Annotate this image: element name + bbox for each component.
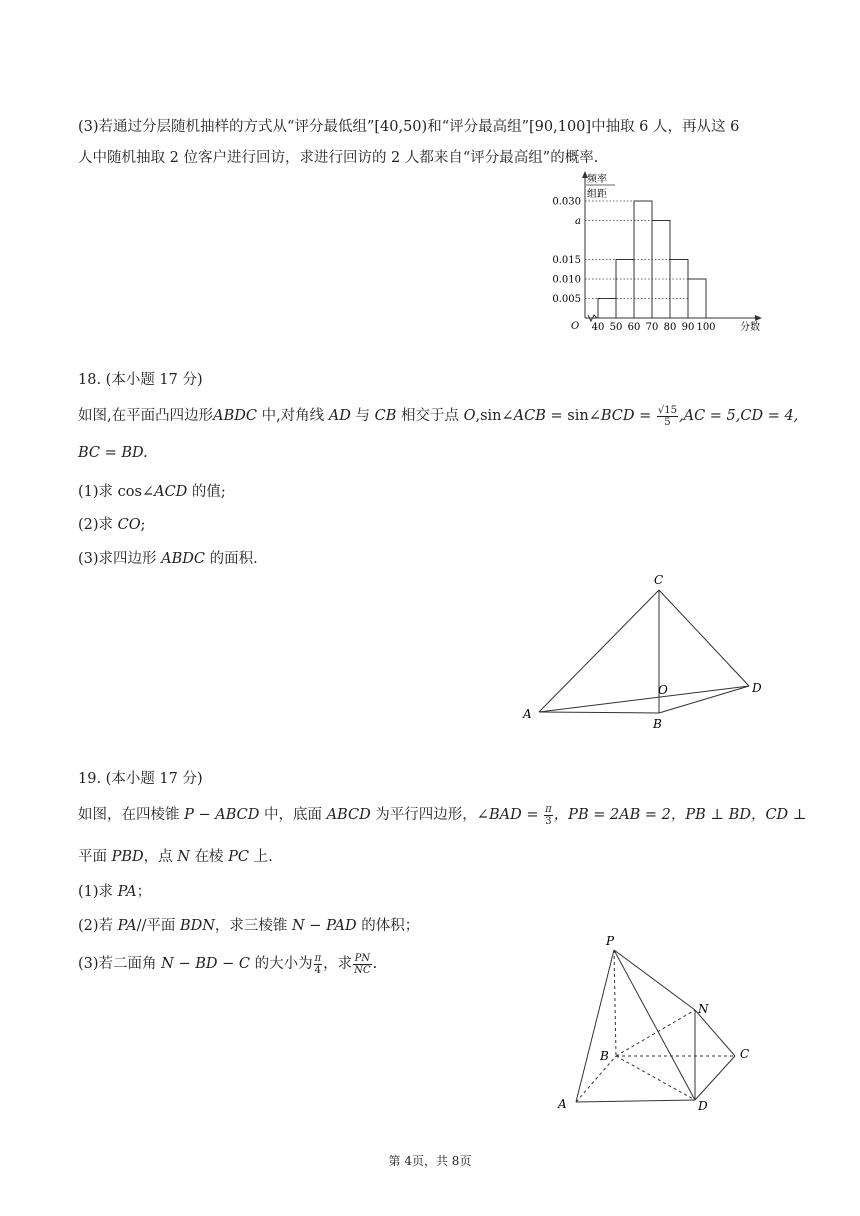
q19-p2-pre: (2)若 xyxy=(78,918,118,934)
q18-var-acb: ACB xyxy=(513,408,546,424)
q19-l1-c: 中，底面 xyxy=(259,807,327,823)
q19-p3-pre: (3)若二面角 xyxy=(78,956,162,972)
x-axis-arrow xyxy=(755,315,762,321)
edge-ad xyxy=(576,1100,695,1102)
label-a: A xyxy=(523,707,532,721)
q18-p1-post: 的值; xyxy=(187,484,226,500)
label-c: C xyxy=(654,573,664,587)
q19-l1-g: = xyxy=(521,807,544,823)
label-d: D xyxy=(752,681,762,695)
q18-var-abdc: ABDC xyxy=(213,408,257,424)
q18-frac-den: 5 xyxy=(664,416,671,428)
q19-l2-f: PC xyxy=(228,849,250,865)
edge-nc xyxy=(695,1010,735,1056)
q19-p1-post: ； xyxy=(136,884,152,900)
q18-tail: ,AC = 5,CD = 4, xyxy=(678,408,799,424)
q18-frac-num: √15 xyxy=(657,404,677,416)
q19-p2-var2: BDN xyxy=(179,918,215,934)
q18-quadrilateral-figure xyxy=(515,570,795,735)
q19-p2-var3: N − PAD xyxy=(292,918,357,934)
q18-stem-a: 如图,在平面凸四边形 xyxy=(78,408,214,424)
q19-fraction-pi3 xyxy=(544,804,553,827)
edge-ab xyxy=(539,712,659,713)
q18-part2 xyxy=(78,513,146,534)
ytick-label-1: a xyxy=(575,216,581,227)
q19-stem-line2 xyxy=(78,845,273,866)
q19-p3-fn2: PN xyxy=(354,952,371,964)
edge-dc xyxy=(695,1056,735,1100)
q18-p2-var: CO xyxy=(117,517,141,533)
bar-80-90 xyxy=(670,260,688,319)
q19-p2-mid2: ，求三棱锥 xyxy=(214,918,293,934)
q19-l2-b: PBD xyxy=(111,849,144,865)
xtick-label-100: 100 xyxy=(696,322,716,333)
q19-p2-var: PA xyxy=(117,918,137,934)
q19-header: 19. (本小题 17 分) xyxy=(78,771,203,787)
label-b: B xyxy=(600,1049,609,1063)
q18-p2-pre: (2)求 xyxy=(78,517,118,533)
bar-40-50 xyxy=(598,299,616,319)
q18-part3 xyxy=(78,547,258,568)
q17-part3-line1: (3)若通过分层随机抽样的方式从“评分最低组”[40,50)和“评分最高组”[90,100]中抽取 6 人，再从这 6 xyxy=(78,119,740,135)
q18-eq: = sin∠ xyxy=(545,408,601,424)
q19-l2-a: 平面 xyxy=(78,849,112,865)
q19-part3 xyxy=(78,952,377,976)
label-a: A xyxy=(558,1097,567,1111)
q19-p3-var: N − BD − C xyxy=(161,956,250,972)
xtick-label-60: 60 xyxy=(627,322,641,333)
label-d: D xyxy=(698,1099,708,1113)
q18-var-o: O xyxy=(463,408,476,424)
q18-var-ad: AD xyxy=(328,408,351,424)
q19-l2-g: 上. xyxy=(249,849,273,865)
bar-90-100 xyxy=(688,279,706,318)
q18-eq2: = xyxy=(634,408,656,424)
xtick-label-50: 50 xyxy=(609,322,623,333)
ytick-label-2: 0.015 xyxy=(552,255,581,266)
q17-part3-line2: 人中随机抽取 2 位客户进行回访，求进行回访的 2 人都来自“评分最高组”的概率. xyxy=(78,150,599,166)
q19-part1 xyxy=(78,880,151,901)
q18-stem-e: ,sin∠ xyxy=(475,408,514,424)
q18-line2: BC = BD. xyxy=(78,445,148,461)
q19-p1-pre: (1)求 xyxy=(78,884,118,900)
q19-l2-d: N xyxy=(177,849,190,865)
q19-p1-var: PA xyxy=(117,884,137,900)
q18-p3-var: ABDC xyxy=(161,551,206,567)
ytick-label-3: 0.010 xyxy=(552,274,581,286)
q18-p2-post: ; xyxy=(140,517,146,533)
xtick-label-40: 40 xyxy=(591,322,605,333)
bar-70-80 xyxy=(652,221,670,319)
q19-l1-a: 如图，在四棱锥 xyxy=(78,807,185,823)
q19-p3-mid2: ，求 xyxy=(323,956,353,972)
q19-p3-fn: π xyxy=(314,952,322,964)
xlabel: 分数 xyxy=(740,322,760,333)
origin-label: O xyxy=(571,321,580,332)
q19-l1-e: 为平行四边形，∠ xyxy=(370,807,489,823)
q19-l1-b: P − ABCD xyxy=(184,807,260,823)
q19-p3-fd2: NC xyxy=(354,964,371,976)
q19-p3-post: . xyxy=(372,956,378,972)
q18-p3-pre: (3)求四边形 xyxy=(78,551,162,567)
q18-part1 xyxy=(78,480,226,501)
edge-pb-hidden xyxy=(614,950,616,1056)
q18-stem-b: 中,对角线 xyxy=(256,408,329,424)
q18-var-cb: CB xyxy=(374,408,397,424)
edge-cd xyxy=(659,590,749,686)
frequency-histogram xyxy=(540,170,780,335)
edge-ad xyxy=(539,686,749,712)
edge-pn xyxy=(614,950,695,1010)
bar-50-60 xyxy=(616,260,634,319)
q19-fraction-pi4 xyxy=(314,953,323,976)
q19-l2-c: ，点 xyxy=(143,849,178,865)
edge-bn-hidden xyxy=(616,1010,695,1056)
q19-l1-h: ，PB = 2AB = 2，PB ⊥ BD，CD ⊥ xyxy=(553,807,807,823)
edge-pa xyxy=(576,950,614,1102)
label-c: C xyxy=(740,1047,750,1061)
q19-stem-line1 xyxy=(78,803,806,827)
q19-fraction-pn-nc xyxy=(353,953,371,976)
label-n: N xyxy=(698,1002,709,1016)
label-o: O xyxy=(658,683,668,697)
q18-var-bcd: BCD xyxy=(600,408,635,424)
q18-header: 18. (本小题 17 分) xyxy=(78,372,203,388)
q18-stem-d: 相交于点 xyxy=(396,408,464,424)
edge-ca xyxy=(539,590,659,712)
q19-l1-f: BAD xyxy=(488,807,522,823)
q18-stem-c: 与 xyxy=(350,408,375,424)
q18-p1-pre: (1)求 cos∠ xyxy=(78,484,155,500)
q19-pyramid-figure xyxy=(550,930,770,1115)
xtick-label-80: 80 xyxy=(663,322,677,333)
ylabel-bottom: 组距 xyxy=(587,189,607,200)
q19-frac-den: 3 xyxy=(545,815,552,827)
q19-p2-mid: //平面 xyxy=(136,918,180,934)
q18-fraction xyxy=(657,405,678,428)
ytick-label-0: 0.030 xyxy=(552,196,581,208)
label-p: P xyxy=(606,934,615,948)
xtick-label-90: 90 xyxy=(681,322,695,333)
q19-p3-mid: 的大小为 xyxy=(249,956,313,972)
q19-l2-e: 在棱 xyxy=(189,849,229,865)
q19-p2-post: 的体积； xyxy=(356,918,420,934)
q18-stem xyxy=(78,404,798,428)
q18-p3-post: 的面积. xyxy=(205,551,258,567)
q19-l1-d: ABCD xyxy=(326,807,371,823)
ylabel-top: 频率 xyxy=(587,174,607,185)
ytick-label-4: 0.005 xyxy=(552,294,581,305)
q19-part2 xyxy=(78,914,419,935)
xtick-label-70: 70 xyxy=(645,322,659,333)
page-footer: 第 4页，共 8页 xyxy=(388,1154,472,1168)
edge-bd xyxy=(659,686,749,713)
q18-p1-var: ACD xyxy=(154,484,188,500)
label-b: B xyxy=(653,717,662,731)
q19-frac-num: π xyxy=(545,803,552,815)
q19-p3-fd: 4 xyxy=(314,964,322,976)
